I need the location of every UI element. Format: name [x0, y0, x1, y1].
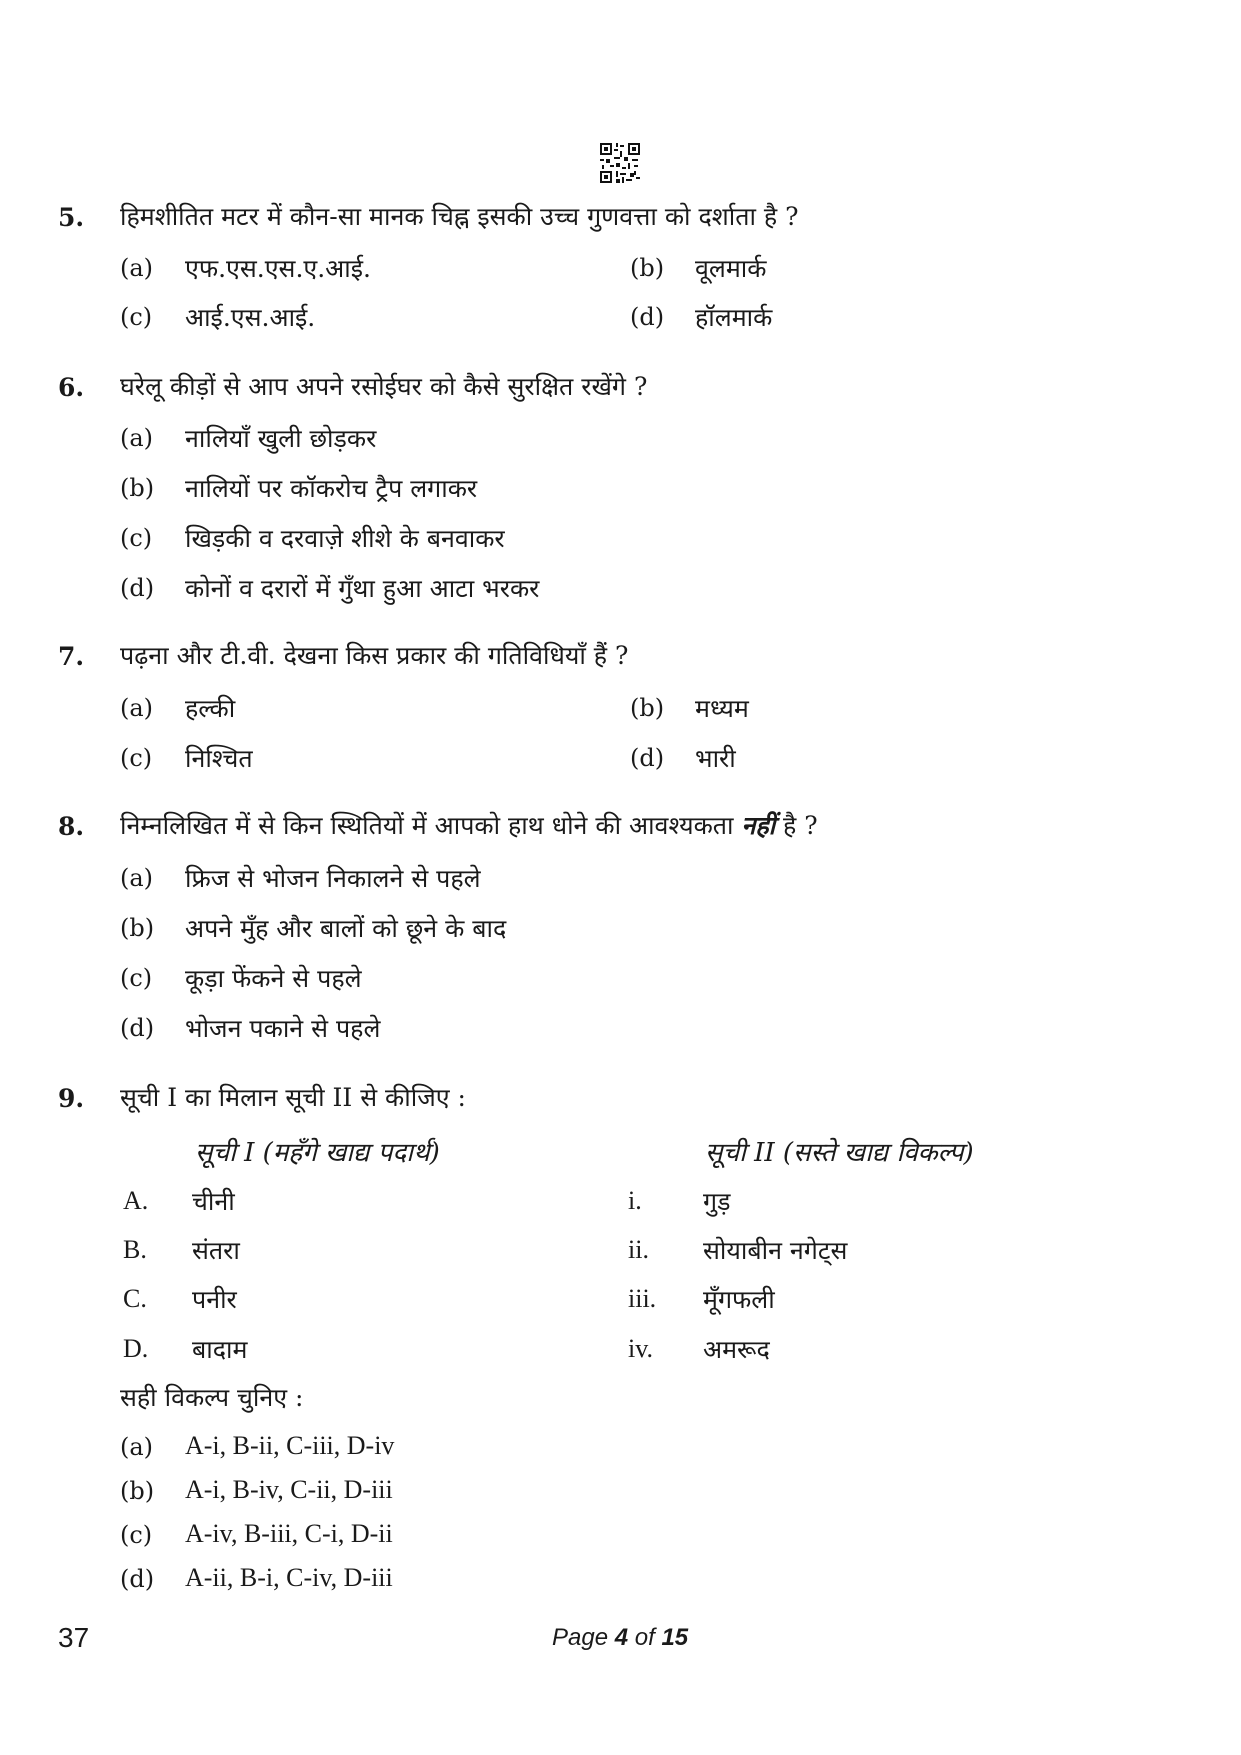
option-text: एफ.एस.एस.ए.आई. [185, 254, 371, 283]
option-label: (d) [120, 574, 155, 602]
list2-label: iii. [628, 1284, 657, 1313]
list1-item: बादाम [192, 1335, 248, 1364]
list1-heading: सूची I (महँगे खाद्य पदार्थ) [195, 1138, 440, 1168]
option-text: मध्यम [695, 694, 749, 723]
option-label: (c) [120, 303, 153, 331]
list1-label: D. [123, 1334, 149, 1363]
option-text: कूड़ा फेंकने से पहले [185, 964, 362, 993]
instruction-text: सही विकल्प चुनिए : [120, 1383, 304, 1412]
option-label: (b) [630, 694, 665, 722]
list1-label: B. [123, 1235, 147, 1264]
option-label: (a) [120, 1433, 154, 1461]
option-text: खिड़की व दरवाज़े शीशे के बनवाकर [185, 524, 505, 553]
question-text [120, 808, 818, 842]
list1-item: संतरा [192, 1236, 240, 1265]
option-label: (d) [120, 1565, 155, 1593]
option-label: (d) [630, 744, 665, 772]
option-text: अपने मुँह और बालों को छूने के बाद [185, 914, 507, 943]
option-label: (c) [120, 524, 153, 552]
question-text: घरेलू कीड़ों से आप अपने रसोईघर को कैसे सुरक्षित रखेंगे ? [120, 372, 648, 401]
option-label: (d) [120, 1014, 155, 1042]
list2-item: मूँगफली [703, 1285, 775, 1314]
page-current: 4 [614, 1624, 629, 1651]
list1-item: पनीर [192, 1285, 237, 1314]
list2-label: i. [628, 1186, 642, 1215]
list2-label: iv. [628, 1334, 654, 1363]
option-text: नालियों पर कॉकरोच ट्रैप लगाकर [185, 474, 478, 503]
list2-label: ii. [628, 1235, 649, 1264]
question-emphasis: नहीं [741, 811, 776, 840]
option-label: (b) [120, 474, 155, 502]
list1-label: C. [123, 1284, 147, 1313]
option-text: A-i, B-ii, C-iii, D-iv [185, 1431, 395, 1460]
option-label: (a) [120, 424, 154, 452]
option-text: निश्चित [185, 744, 253, 773]
option-label: (a) [120, 864, 154, 892]
question-text-start: निम्नलिखित में से किन स्थितियों में आपको हाथ धोने की आवश्यकता [120, 811, 734, 840]
list2-item: गुड़ [703, 1187, 731, 1216]
list1-item: चीनी [192, 1187, 235, 1216]
option-label: (a) [120, 254, 154, 282]
list2-heading: सूची II (सस्ते खाद्य विकल्प) [705, 1138, 974, 1168]
option-text: भोजन पकाने से पहले [185, 1014, 381, 1043]
option-text: A-ii, B-i, C-iv, D-iii [185, 1563, 393, 1592]
option-text: कोनों व दरारों में गुँथा हुआ आटा भरकर [185, 574, 540, 603]
option-text: फ्रिज से भोजन निकालने से पहले [185, 864, 481, 893]
option-label: (c) [120, 964, 153, 992]
page-prefix: Page [552, 1624, 609, 1651]
option-text: हल्की [185, 694, 236, 723]
question-text: पढ़ना और टी.वी. देखना किस प्रकार की गतिविधियाँ हैं ? [120, 641, 629, 670]
option-label: (b) [630, 254, 665, 282]
option-text: हॉलमार्क [695, 303, 773, 332]
question-text: हिमशीतित मटर में कौन-सा मानक चिह्न इसकी उच्च गुणवत्ता को दर्शाता है ? [120, 202, 799, 231]
question-number: 8. [58, 812, 85, 841]
option-text: आई.एस.आई. [185, 303, 316, 332]
page-total: 15 [661, 1624, 689, 1651]
question-number: 5. [58, 203, 85, 232]
option-text: वूलमार्क [695, 254, 767, 283]
question-number: 9. [58, 1084, 85, 1113]
list1-label: A. [123, 1186, 149, 1215]
question-number: 7. [58, 642, 85, 671]
list2-item: अमरूद [703, 1335, 770, 1364]
option-label: (b) [120, 914, 155, 942]
option-text: नालियाँ खुली छोड़कर [185, 424, 377, 453]
page-of: of [634, 1624, 655, 1651]
option-text: A-iv, B-iii, C-i, D-ii [185, 1519, 393, 1548]
question-number: 6. [58, 373, 85, 402]
option-text: A-i, B-iv, C-ii, D-iii [185, 1475, 393, 1504]
question-text-end: है ? [783, 811, 818, 840]
option-label: (b) [120, 1477, 155, 1505]
qr-code-icon [600, 143, 640, 183]
option-label: (d) [630, 303, 665, 331]
list2-item: सोयाबीन नगेट्स [703, 1236, 848, 1265]
option-label: (c) [120, 1521, 153, 1549]
option-label: (c) [120, 744, 153, 772]
option-label: (a) [120, 694, 154, 722]
question-text: सूची I का मिलान सूची II से कीजिए : [120, 1083, 466, 1112]
paper-code: 37 [58, 1622, 90, 1653]
option-text: भारी [695, 744, 736, 773]
page-number [552, 1624, 688, 1652]
